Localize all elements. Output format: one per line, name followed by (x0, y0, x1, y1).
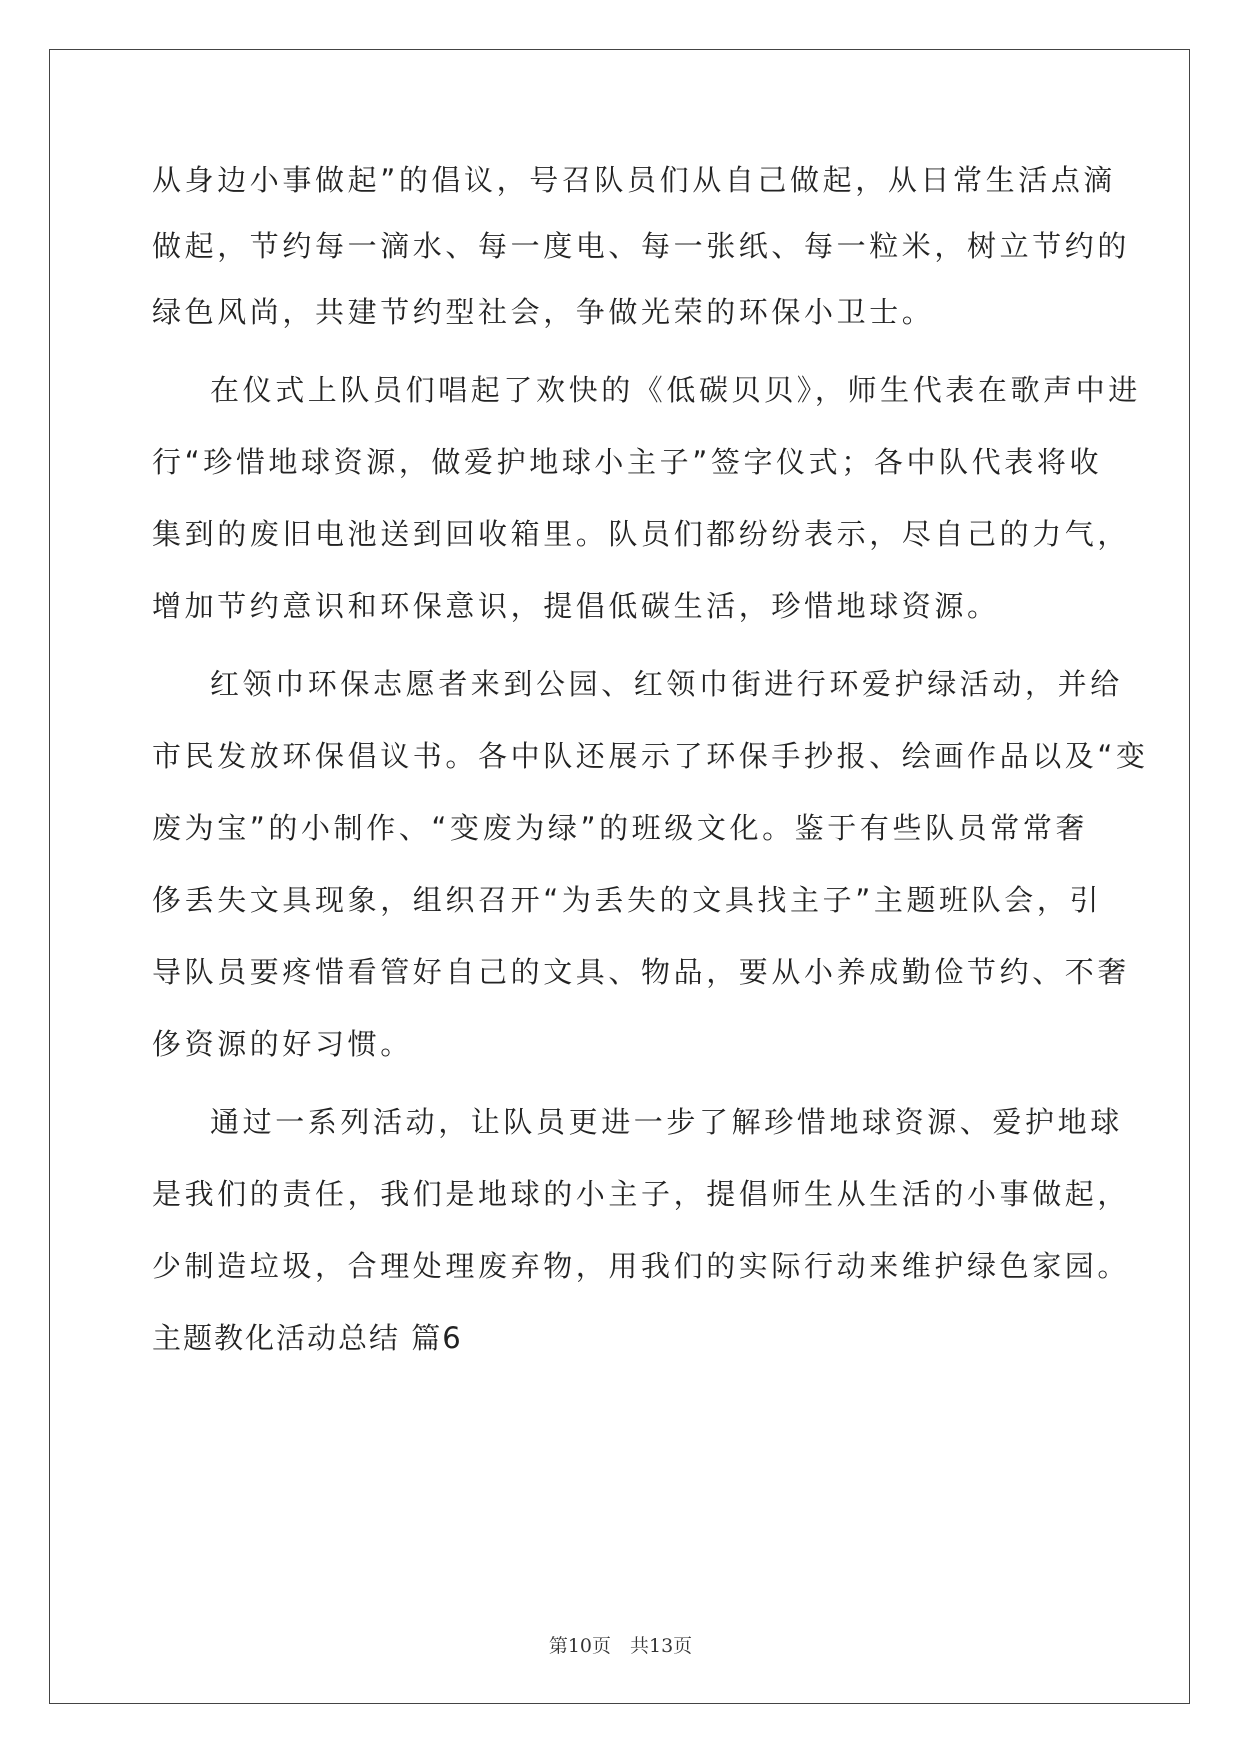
text-line: 导队员要疼惜看管好自己的文具、物品，要从小养成勤俭节约、不奢 (152, 955, 1131, 989)
text-line: 是我们的责任，我们是地球的小主子，提倡师生从生活的小事做起， (152, 1177, 1131, 1211)
text-line: 做起，节约每一滴水、每一度电、每一张纸、每一粒米，树立节约的 (152, 229, 1131, 263)
text-line: 从身边小事做起”的倡议，号召队员们从自己做起，从日常生活点滴 (152, 163, 1117, 197)
text-line: 侈丢失文具现象，组织召开“为丢失的文具找主子”主题班队会，引 (152, 883, 1103, 917)
text-line: 少制造垃圾，合理处理废弃物，用我们的实际行动来维护绿色家园。 (152, 1249, 1131, 1283)
text-line: 侈资源的好习惯。 (152, 1027, 413, 1061)
paragraph-first-line: 红领巾环保志愿者来到公园、红领巾街进行环爱护绿活动，并给 (210, 667, 1123, 701)
paragraph-first-line: 通过一系列活动，让队员更进一步了解珍惜地球资源、爱护地球 (210, 1105, 1123, 1139)
text-line: 市民发放环保倡议书。各中队还展示了环保手抄报、绘画作品以及“变 (152, 739, 1149, 773)
paragraph-first-line: 在仪式上队员们唱起了欢快的《低碳贝贝》，师生代表在歌声中进 (210, 373, 1141, 407)
text-line: 集到的废旧电池送到回收箱里。队员们都纷纷表示，尽自己的力气， (152, 517, 1131, 551)
section-heading: 主题教化活动总结 篇6 (152, 1321, 463, 1355)
text-line: 绿色风尚，共建节约型社会，争做光荣的环保小卫士。 (152, 295, 935, 329)
page-number: 第10页 共13页 (548, 1635, 693, 1657)
text-line: 废为宝”的小制作、“变废为绿”的班级文化。鉴于有些队员常常奢 (152, 811, 1089, 845)
text-line: 行“珍惜地球资源，做爱护地球小主子”签字仪式；各中队代表将收 (152, 445, 1103, 479)
text-line: 增加节约意识和环保意识，提倡低碳生活，珍惜地球资源。 (152, 589, 1000, 623)
